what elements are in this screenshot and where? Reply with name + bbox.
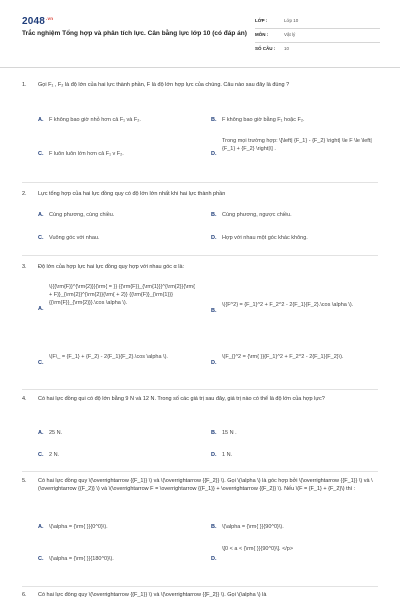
option-text: \({{\rm{F}}^{\rm{2}}}{\rm{ = }} {{\rm{F}}_{\rm{1}}}^{\rm{2}}{\rm{ + F}}_{\rm{2}}^{\rm{2}}{\rm{ + 2}} {{\rm{F}}_{\rm{1}}}{{\rm{F}}_{\rm{2}}}.\cos \alpha \). <box>49 284 195 306</box>
logo-suffix: .vn <box>46 15 54 21</box>
page-title: Trắc nghiệm Tổng hợp và phân tích lực. Cân bằng lực lớp 10 (có đáp án) <box>22 30 247 37</box>
option-letter: D. <box>211 151 217 157</box>
question-text: Lực tổng hợp của hai lực đồng quy có độ lớn lớn nhất khi hai lực thành phần <box>38 191 226 197</box>
question-text: Có hai lực đồng quy \(\overrightarrow {{F_1}} \) và \(\overrightarrow {{F_2}} \). Gọi \(\alpha \) là <box>38 592 267 598</box>
option-text: 25 N. <box>49 430 63 436</box>
question-number: 5. <box>22 478 27 484</box>
option-letter: B. <box>211 117 217 123</box>
question-text: Có hai lực đồng quy \(\overrightarrow {{F_1}} \) và \(\overrightarrow {{F_2}} \). Gọi \(\alpha \) là góc hợp bởi \(\overrightarrow {{F_1}} \) và \(\overrightarrow {{F_2}} \) và \(\overrightarrow F = \overrightarrow {{F_1}} + \overrightarrow {{F_2}} \). Nếu \(F = {F_1} + {F_2}\) thì : <box>38 478 373 492</box>
meta-key: LỚP : <box>255 18 268 23</box>
option-letter: B. <box>211 308 217 314</box>
question-number: 2. <box>22 191 27 197</box>
option-text: \(F_{}^2 = {\rm{ }}{F_1}^2 + F_2^2 - 2{F_1}{F_2}\). <box>222 354 344 360</box>
option-text: \(\alpha = {\rm{ }}{180^0}\). <box>49 556 114 562</box>
site-logo[interactable] <box>22 15 53 30</box>
option-letter: A. <box>38 212 44 218</box>
meta-key: SỐ CÂU : <box>255 46 276 51</box>
option-text: 1 N. <box>222 452 233 458</box>
option-text: \({F^2} = {F_1}^2 + F_2^2 - 2{F_1}{F_2}.\cos \alpha \). <box>222 302 354 308</box>
option-text: Trong mọi trường hợp: \[\left| {F_1} - {F_2} \right| \le F \le \left| {F_1} + {F_2} \right|\] . <box>222 138 372 152</box>
option-text: Cùng phương, ngược chiều. <box>222 212 292 218</box>
meta-value: 10 <box>284 46 290 51</box>
option-text: F không bao giờ nhỏ hơn cả F₁ và F₂. <box>49 117 141 123</box>
option-letter: D. <box>211 235 217 241</box>
option-letter: A. <box>38 524 44 530</box>
logo-text: 2048 <box>22 16 46 27</box>
option-letter: D. <box>211 452 217 458</box>
meta-row-count <box>255 43 380 57</box>
question-number: 6. <box>22 592 27 598</box>
meta-value: Lớp 10 <box>284 18 299 23</box>
option-letter: D. <box>211 360 217 366</box>
option-text: F không bao giờ bằng F₁ hoặc F₂. <box>222 117 305 123</box>
option-text: Vuông góc với nhau. <box>49 235 100 241</box>
meta-row-subject <box>255 29 380 43</box>
question-divider <box>22 182 378 183</box>
option-letter: B. <box>211 430 217 436</box>
option-letter: C. <box>38 235 44 241</box>
option-letter: A. <box>38 306 44 312</box>
question-text: Độ lớn của hợp lực hai lực đồng quy hợp với nhau góc α là: <box>38 264 185 270</box>
option-text: Hợp với nhau một góc khác không. <box>222 235 308 241</box>
option-letter: A. <box>38 430 44 436</box>
question-divider <box>22 586 378 587</box>
option-text: 2 N. <box>49 452 60 458</box>
question-5 <box>0 478 400 583</box>
question-text: Gọi F₁ , F₂ là độ lớn của hai lực thành phần, F là độ lớn hợp lực của chúng. Câu nào sau đây là đúng ? <box>38 82 290 88</box>
meta-key: MÔN : <box>255 32 269 37</box>
option-letter: C. <box>38 151 44 157</box>
question-1 <box>0 82 400 177</box>
option-letter: D. <box>211 556 217 562</box>
document-header <box>0 0 400 68</box>
option-letter: A. <box>38 117 44 123</box>
option-letter: B. <box>211 212 217 218</box>
option-text: \(\alpha = {\rm{ }}{90^0}\). <box>222 524 284 530</box>
question-divider <box>22 389 378 390</box>
option-letter: C. <box>38 360 44 366</box>
question-divider <box>22 255 378 256</box>
meta-table <box>255 15 380 57</box>
option-text: F luôn luôn lớn hơn cả F₁ v F₂. <box>49 151 124 157</box>
meta-value: Vật lý <box>284 32 296 37</box>
option-text: \(\alpha = {\rm{ }}{0^0}\). <box>49 524 108 530</box>
option-text: \(F\_ = {F_1} + {F_2} - 2{F_1}{F_2}.\cos \alpha \). <box>49 354 168 360</box>
question-number: 3. <box>22 264 27 270</box>
option-text: Cùng phương, cùng chiều. <box>49 212 115 218</box>
option-text: \[0 < a < {\rm{ }}{90^0}\]. </p> <box>222 546 294 552</box>
question-text: Có hai lực đồng qui có độ lớn bằng 9 N và 12 N. Trong số các giá trị sau đây, giá trị nào có thể là độ lớn của hợp lực? <box>38 396 325 402</box>
option-letter: B. <box>211 524 217 530</box>
option-letter: C. <box>38 452 44 458</box>
question-6 <box>0 592 400 600</box>
question-number: 1. <box>22 82 27 88</box>
question-2 <box>0 191 400 251</box>
option-letter: C. <box>38 556 44 562</box>
question-3 <box>0 264 400 384</box>
question-divider <box>22 471 378 472</box>
meta-row-class <box>255 15 380 29</box>
question-number: 4. <box>22 396 27 402</box>
question-4 <box>0 396 400 466</box>
option-text: 15 N . <box>222 430 237 436</box>
